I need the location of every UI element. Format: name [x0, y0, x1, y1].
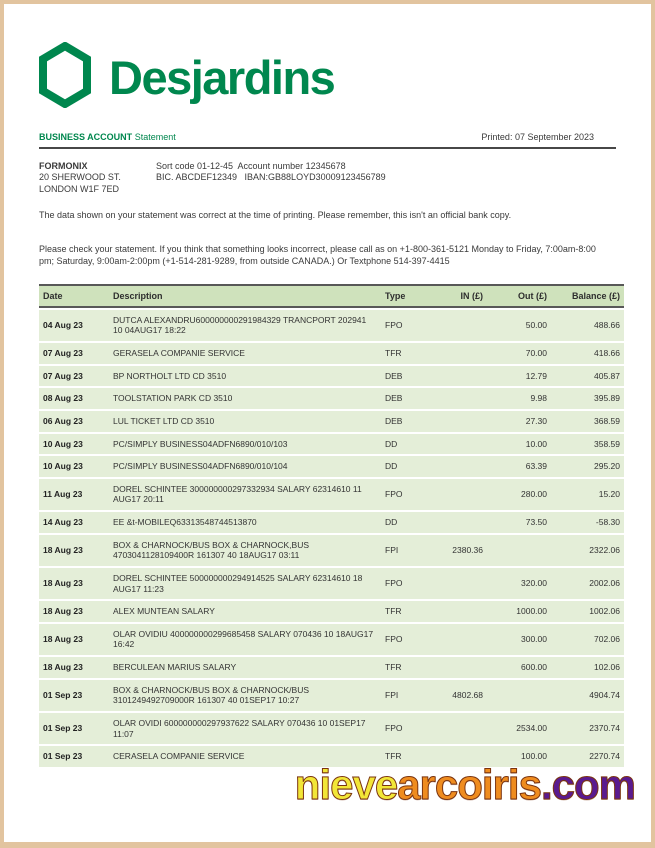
txn-date: 14 Aug 23: [39, 512, 109, 533]
txn-out-amount: [487, 680, 551, 711]
txn-date: 06 Aug 23: [39, 411, 109, 432]
txn-balance: 2270.74: [551, 746, 624, 767]
txn-out-amount: 63.39: [487, 456, 551, 477]
txn-balance: 702.06: [551, 624, 624, 655]
statement-type: BUSINESS ACCOUNT: [39, 132, 133, 142]
txn-date: 18 Aug 23: [39, 568, 109, 599]
txn-out-amount: 280.00: [487, 479, 551, 510]
txn-in-amount: [437, 713, 487, 744]
txn-balance: 2322.06: [551, 535, 624, 566]
txn-in-amount: [437, 657, 487, 678]
printed-date: Printed: 07 September 2023: [481, 132, 594, 142]
table-row: [39, 535, 624, 566]
watermark-part-1: nieve: [294, 761, 398, 808]
txn-balance: 2370.74: [551, 713, 624, 744]
txn-date: 11 Aug 23: [39, 479, 109, 510]
txn-description: OLAR OVIDI 600000000297937622 SALARY 070436 10 01SEP17 11:07: [109, 713, 381, 744]
table-row: [39, 411, 624, 432]
txn-type: FPO: [381, 310, 437, 341]
txn-in-amount: [437, 411, 487, 432]
statement-bar: [39, 132, 616, 142]
txn-date: 01 Sep 23: [39, 746, 109, 767]
txn-out-amount: 27.30: [487, 411, 551, 432]
txn-date: 01 Sep 23: [39, 680, 109, 711]
table-row: [39, 713, 624, 744]
table-row: [39, 343, 624, 364]
txn-in-amount: [437, 343, 487, 364]
txn-description: PC/SIMPLY BUSINESS04ADFN6890/010/104: [109, 456, 381, 477]
txn-description: TOOLSTATION PARK CD 3510: [109, 388, 381, 409]
txn-in-amount: [437, 388, 487, 409]
address-line-2: LONDON W1F 7ED: [39, 183, 120, 194]
txn-description: LUL TICKET LTD CD 3510: [109, 411, 381, 432]
txn-out-amount: 1000.00: [487, 601, 551, 622]
watermark-part-3: .com: [540, 761, 635, 808]
table-row: [39, 479, 624, 510]
txn-description: BOX & CHARNOCK/BUS BOX & CHARNOCK,BUS 4703041128109400R 161307 40 18AUG17 03:11: [109, 535, 381, 566]
txn-in-amount: 2380.36: [437, 535, 487, 566]
txn-out-amount: [487, 535, 551, 566]
txn-date: 18 Aug 23: [39, 624, 109, 655]
txn-in-amount: [437, 434, 487, 455]
table-row: [39, 624, 624, 655]
col-header-out: Out (£): [487, 284, 551, 308]
txn-type: FPO: [381, 624, 437, 655]
txn-date: 08 Aug 23: [39, 388, 109, 409]
txn-type: DD: [381, 434, 437, 455]
txn-in-amount: [437, 366, 487, 387]
txn-type: DEB: [381, 388, 437, 409]
account-info: [39, 161, 616, 195]
txn-description: PC/SIMPLY BUSINESS04ADFN6890/010/103: [109, 434, 381, 455]
statement-title: [39, 132, 176, 142]
sort-code-account-number: Sort code 01-12-45 Account number 12345678: [156, 161, 346, 171]
txn-out-amount: 2534.00: [487, 713, 551, 744]
txn-date: 07 Aug 23: [39, 366, 109, 387]
txn-type: TFR: [381, 601, 437, 622]
txn-type: FPO: [381, 713, 437, 744]
account-holder-name: FORMONIX: [39, 161, 88, 171]
txn-type: TFR: [381, 657, 437, 678]
brand-header: [39, 44, 616, 110]
txn-balance: 4904.74: [551, 680, 624, 711]
col-header-description: Description: [109, 284, 381, 308]
bank-identifiers: [156, 161, 386, 195]
txn-out-amount: 320.00: [487, 568, 551, 599]
txn-date: 18 Aug 23: [39, 535, 109, 566]
col-header-type: Type: [381, 284, 437, 308]
txn-description: BP NORTHOLT LTD CD 3510: [109, 366, 381, 387]
txn-out-amount: 73.50: [487, 512, 551, 533]
statement-word: Statement: [132, 132, 176, 142]
txn-in-amount: 4802.68: [437, 680, 487, 711]
account-holder-address: [39, 161, 156, 195]
table-row: [39, 456, 624, 477]
txn-out-amount: 600.00: [487, 657, 551, 678]
table-row: [39, 657, 624, 678]
txn-balance: 1002.06: [551, 601, 624, 622]
txn-in-amount: [437, 568, 487, 599]
table-row: [39, 434, 624, 455]
txn-description: ALEX MUNTEAN SALARY: [109, 601, 381, 622]
col-header-in: IN (£): [437, 284, 487, 308]
txn-in-amount: [437, 624, 487, 655]
txn-balance: -58.30: [551, 512, 624, 533]
txn-type: FPI: [381, 535, 437, 566]
txn-type: FPO: [381, 568, 437, 599]
desjardins-hexagon-logo-icon: [39, 42, 91, 113]
txn-date: 07 Aug 23: [39, 343, 109, 364]
watermark-text: [294, 761, 635, 808]
table-row: [39, 388, 624, 409]
table-row: [39, 568, 624, 599]
transactions-body: [39, 310, 624, 767]
txn-type: DEB: [381, 366, 437, 387]
txn-out-amount: 9.98: [487, 388, 551, 409]
txn-description: BERCULEAN MARIUS SALARY: [109, 657, 381, 678]
txn-description: GERASELA COMPANIE SERVICE: [109, 343, 381, 364]
txn-type: TFR: [381, 746, 437, 767]
table-row: [39, 366, 624, 387]
txn-in-amount: [437, 456, 487, 477]
txn-description: BOX & CHARNOCK/BUS BOX & CHARNOCK/BUS 3101249492709000R 161307 40 01SEP17 10:27: [109, 680, 381, 711]
txn-type: TFR: [381, 343, 437, 364]
txn-balance: 15.20: [551, 479, 624, 510]
txn-balance: 405.87: [551, 366, 624, 387]
txn-date: 18 Aug 23: [39, 657, 109, 678]
txn-balance: 2002.06: [551, 568, 624, 599]
txn-description: OLAR OVIDIU 400000000299685458 SALARY 070436 10 18AUG17 16:42: [109, 624, 381, 655]
txn-out-amount: 300.00: [487, 624, 551, 655]
txn-description: DOREL SCHINTEE 300000000297332934 SALARY 62314610 11 AUG17 20:11: [109, 479, 381, 510]
txn-balance: 368.59: [551, 411, 624, 432]
txn-balance: 418.66: [551, 343, 624, 364]
txn-date: 18 Aug 23: [39, 601, 109, 622]
table-row: [39, 310, 624, 341]
txn-out-amount: 70.00: [487, 343, 551, 364]
col-header-balance: Balance (£): [551, 284, 624, 308]
txn-type: DD: [381, 456, 437, 477]
transactions-table: [39, 282, 624, 769]
txn-in-amount: [437, 512, 487, 533]
contact-notice: Please check your statement. If you think that something looks incorrect, please call as on +1-800-361-5121 Monday to Friday, 7:00am-8:00 pm; Saturday, 9:00am-2:00pm (+1-514-281-9289, from outside CANADA.) Or Textphone 514-397-4415: [39, 244, 596, 267]
watermark-part-2: arcoiris: [397, 761, 541, 808]
transactions-header: [39, 284, 624, 308]
table-row: [39, 680, 624, 711]
txn-type: DD: [381, 512, 437, 533]
address-line-1: 20 SHERWOOD ST.: [39, 172, 121, 183]
txn-date: 10 Aug 23: [39, 434, 109, 455]
txn-date: 04 Aug 23: [39, 310, 109, 341]
txn-in-amount: [437, 601, 487, 622]
table-row: [39, 601, 624, 622]
txn-in-amount: [437, 310, 487, 341]
txn-balance: 395.89: [551, 388, 624, 409]
col-header-date: Date: [39, 284, 109, 308]
txn-type: DEB: [381, 411, 437, 432]
brand-wordmark: Desjardins: [109, 50, 335, 104]
txn-balance: 102.06: [551, 657, 624, 678]
data-correct-notice: The data shown on your statement was correct at the time of printing. Please remember, this isn't an official bank copy.: [39, 209, 512, 220]
txn-description: EE &t-MOBILEQ63313548744513870: [109, 512, 381, 533]
txn-description: DUTCA ALEXANDRU600000000291984329 TRANCPORT 202941 10 04AUG17 18:22: [109, 310, 381, 341]
txn-in-amount: [437, 479, 487, 510]
txn-out-amount: 50.00: [487, 310, 551, 341]
txn-date: 10 Aug 23: [39, 456, 109, 477]
txn-description: DOREL SCHINTEE 500000000294914525 SALARY 62314610 18 AUG17 11:23: [109, 568, 381, 599]
txn-out-amount: 100.00: [487, 746, 551, 767]
bic-iban: BIC. ABCDEF12349 IBAN:GB88LOYD30009123456789: [156, 172, 386, 183]
txn-balance: 358.59: [551, 434, 624, 455]
txn-description: CERASELA COMPANIE SERVICE: [109, 746, 381, 767]
header-divider: [39, 147, 616, 149]
txn-out-amount: 10.00: [487, 434, 551, 455]
table-row: [39, 512, 624, 533]
txn-balance: 488.66: [551, 310, 624, 341]
txn-type: FPI: [381, 680, 437, 711]
txn-type: FPO: [381, 479, 437, 510]
txn-date: 01 Sep 23: [39, 713, 109, 744]
txn-balance: 295.20: [551, 456, 624, 477]
txn-out-amount: 12.79: [487, 366, 551, 387]
